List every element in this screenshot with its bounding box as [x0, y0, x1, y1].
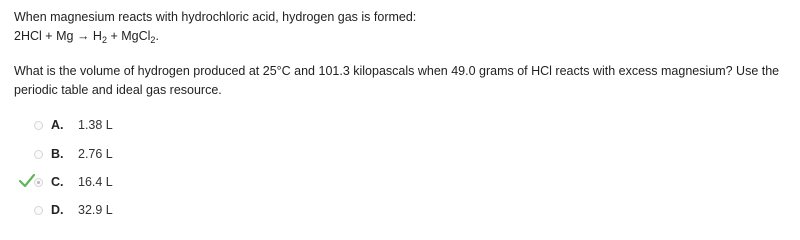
equation-arrow: →	[76, 29, 90, 43]
question-prompt-line-2: periodic table and ideal gas resource.	[14, 83, 222, 97]
equation-period: .	[155, 29, 159, 43]
choice-value: 1.38 L	[78, 118, 113, 132]
answer-choice-d[interactable]	[0, 203, 300, 221]
answer-choice-c[interactable]	[0, 175, 300, 193]
choice-value: 2.76 L	[78, 147, 113, 161]
question-prompt-line-1: What is the volume of hydrogen produced at 25°C and 101.3 kilopascals when 49.0 grams of HCl reacts with excess magnesium? Use the	[14, 64, 780, 78]
answer-choice-b[interactable]	[0, 147, 300, 165]
question-intro: When magnesium reacts with hydrochloric acid, hydrogen gas is formed:	[14, 10, 417, 24]
equation-reactant-mg: Mg	[56, 29, 74, 43]
choice-letter: B.	[51, 147, 64, 161]
choice-value: 32.9 L	[78, 203, 113, 217]
radio-button-c[interactable]	[34, 178, 43, 187]
radio-button-a[interactable]	[34, 121, 43, 130]
choice-letter: A.	[51, 118, 64, 132]
chemical-equation	[14, 28, 159, 44]
equation-product-h: H	[92, 29, 102, 43]
choice-value: 16.4 L	[78, 175, 113, 189]
answer-choice-a[interactable]	[0, 118, 300, 136]
radio-button-d[interactable]	[34, 206, 43, 215]
equation-subscript: 2	[150, 35, 156, 45]
choice-letter: D.	[51, 203, 64, 217]
equation-product-mgcl: MgCl	[121, 29, 151, 43]
equation-reactant-hcl: 2HCl	[14, 29, 42, 43]
equation-subscript: 2	[101, 35, 107, 45]
radio-button-b[interactable]	[34, 150, 43, 159]
choice-letter: C.	[51, 175, 64, 189]
equation-plus: +	[110, 29, 118, 43]
equation-plus: +	[45, 29, 53, 43]
